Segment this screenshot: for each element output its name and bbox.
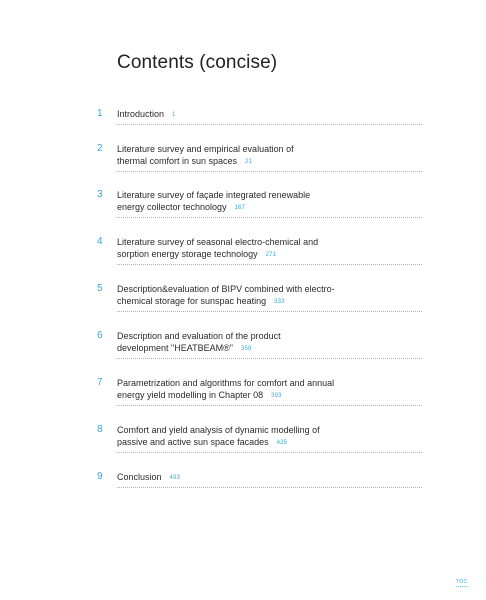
dotted-divider	[117, 405, 422, 406]
chapter-title-line: Literature survey and empirical evaluation of	[117, 144, 294, 154]
page-number: 359	[240, 346, 252, 352]
page-number: 1	[172, 112, 176, 118]
chapter-number: 6	[97, 330, 103, 341]
chapter-title-line: energy collector technology 167	[117, 202, 246, 212]
dotted-divider	[117, 217, 422, 218]
chapter-title	[117, 424, 367, 449]
chapter-title-line: energy yield modelling in Chapter 08 393	[117, 390, 282, 400]
chapter-title-line: Parametrization and algorithms for comfort and annual	[117, 378, 335, 388]
page-number: 21	[245, 159, 253, 165]
dotted-divider	[117, 358, 422, 359]
chapter-title	[117, 189, 367, 214]
chapter-title-line: Description&evaluation of BIPV combined with electro-	[117, 284, 335, 294]
page-number: 425	[276, 440, 288, 446]
dotted-divider	[117, 264, 422, 265]
chapter-title-line: Comfort and yield analysis of dynamic modelling of	[117, 425, 320, 435]
chapter-title	[117, 108, 367, 121]
chapter-title-line: Literature survey of façade integrated renewable	[117, 190, 311, 200]
chapter-number: 4	[97, 236, 103, 247]
chapter-title	[117, 143, 367, 168]
chapter-title	[117, 377, 367, 402]
page-number: 271	[265, 252, 277, 258]
page-number: 493	[169, 475, 181, 481]
chapter-title	[117, 471, 367, 484]
dotted-divider	[117, 171, 422, 172]
chapter-number: 7	[97, 377, 103, 388]
chapter-number: 3	[97, 189, 103, 200]
chapter-title	[117, 236, 367, 261]
chapter-title-line: thermal comfort in sun spaces 21	[117, 156, 253, 166]
chapter-title-line: passive and active sun space facades 425	[117, 437, 288, 447]
chapter-title-line: Introduction 1	[117, 109, 176, 119]
page-title: Contents (concise)	[117, 52, 278, 73]
chapter-title-line: sorption energy storage technology 271	[117, 249, 277, 259]
page-number: 333	[274, 299, 285, 305]
chapter-title	[117, 330, 367, 355]
chapter-number: 9	[97, 471, 103, 482]
chapter-title-line: chemical storage for sunspac heating 333	[117, 296, 285, 306]
page-number: 393	[271, 393, 282, 399]
chapter-title-line: Description and evaluation of the product	[117, 331, 281, 341]
page-number: 167	[234, 205, 246, 211]
chapter-number: 5	[97, 283, 103, 294]
dotted-divider	[117, 452, 422, 453]
dotted-divider	[117, 487, 422, 488]
chapter-number: 2	[97, 143, 103, 154]
chapter-title-line: Conclusion 493	[117, 472, 181, 482]
chapter-title-line: development "HEATBEAM®" 359	[117, 343, 252, 353]
dotted-divider	[117, 124, 422, 125]
toc-link[interactable]: TOC	[456, 579, 468, 585]
chapter-title	[117, 283, 367, 308]
dotted-divider	[117, 311, 422, 312]
chapter-title-line: Literature survey of seasonal electro-chemical and	[117, 237, 319, 247]
chapter-number: 1	[97, 108, 103, 119]
chapter-number: 8	[97, 424, 103, 435]
